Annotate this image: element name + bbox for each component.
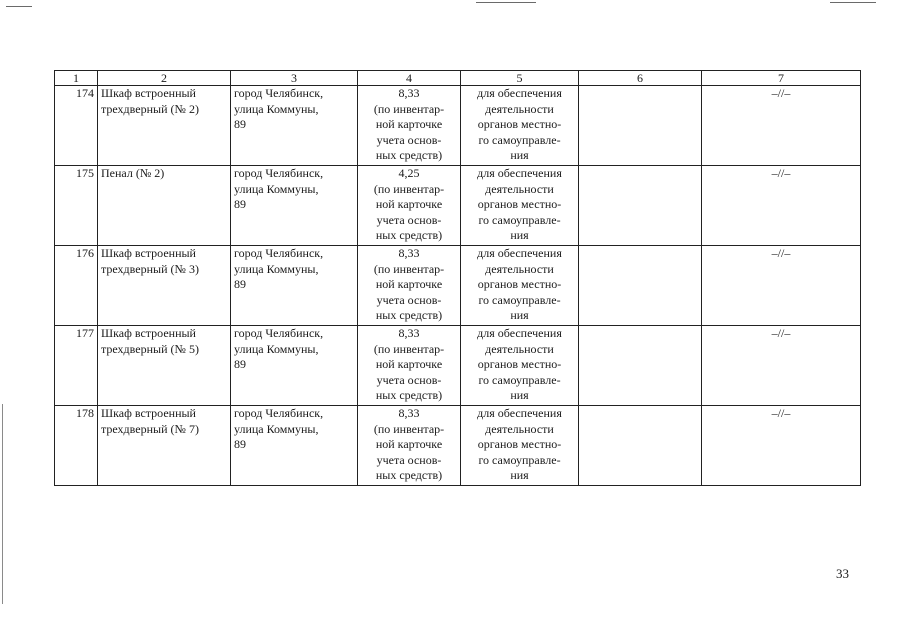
item-note: –//– bbox=[702, 406, 861, 486]
item-address-text: город Челябинск, улица Коммуны, 89 bbox=[234, 246, 324, 292]
item-address bbox=[231, 86, 358, 166]
item-purpose-text: для обеспечения деятельности органов местно- го самоуправле- ния bbox=[477, 406, 562, 483]
item-address-text: город Челябинск, улица Коммуны, 89 bbox=[234, 166, 324, 212]
scan-artifact-top-right bbox=[830, 2, 876, 3]
item-value-text: 8,33 (по инвентар- ной карточке учета основ- ных средств) bbox=[373, 246, 445, 323]
column-header: 5 bbox=[461, 71, 579, 86]
item-purpose bbox=[461, 246, 579, 326]
table-row bbox=[55, 86, 861, 166]
scan-artifact-top-center bbox=[476, 2, 536, 3]
table-row bbox=[55, 326, 861, 406]
item-address bbox=[231, 406, 358, 486]
table-row bbox=[55, 246, 861, 326]
table-row bbox=[55, 406, 861, 486]
item-note: –//– bbox=[702, 246, 861, 326]
scan-artifact-top-left bbox=[6, 6, 32, 7]
item-address bbox=[231, 166, 358, 246]
item-col6 bbox=[579, 406, 702, 486]
item-name-text: Шкаф встроенный трехдверный (№ 5) bbox=[101, 326, 199, 356]
item-value bbox=[358, 246, 461, 326]
item-address-text: город Челябинск, улица Коммуны, 89 bbox=[234, 326, 324, 372]
item-address-text: город Челябинск, улица Коммуны, 89 bbox=[234, 86, 324, 132]
item-value-text: 8,33 (по инвентар- ной карточке учета основ- ных средств) bbox=[373, 326, 445, 403]
item-value-text: 8,33 (по инвентар- ной карточке учета основ- ных средств) bbox=[373, 406, 445, 483]
table-header-row bbox=[55, 71, 861, 86]
item-col6 bbox=[579, 326, 702, 406]
row-number: 178 bbox=[55, 406, 98, 486]
item-name bbox=[98, 166, 231, 246]
row-number: 174 bbox=[55, 86, 98, 166]
item-note: –//– bbox=[702, 86, 861, 166]
item-address-text: город Челябинск, улица Коммуны, 89 bbox=[234, 406, 324, 452]
table-row bbox=[55, 166, 861, 246]
column-header: 2 bbox=[98, 71, 231, 86]
item-name bbox=[98, 246, 231, 326]
row-number: 177 bbox=[55, 326, 98, 406]
item-purpose-text: для обеспечения деятельности органов местно- го самоуправле- ния bbox=[477, 166, 562, 243]
item-value-text: 8,33 (по инвентар- ной карточке учета основ- ных средств) bbox=[373, 86, 445, 163]
item-col6 bbox=[579, 246, 702, 326]
item-value bbox=[358, 86, 461, 166]
item-value-text: 4,25 (по инвентар- ной карточке учета основ- ных средств) bbox=[373, 166, 445, 243]
item-address bbox=[231, 246, 358, 326]
item-purpose-text: для обеспечения деятельности органов местно- го самоуправле- ния bbox=[477, 326, 562, 403]
row-number: 176 bbox=[55, 246, 98, 326]
scan-artifact-left-edge bbox=[2, 404, 3, 604]
item-address bbox=[231, 326, 358, 406]
item-note: –//– bbox=[702, 326, 861, 406]
item-purpose-text: для обеспечения деятельности органов местно- го самоуправле- ния bbox=[477, 86, 562, 163]
inventory-table bbox=[54, 70, 861, 486]
item-name bbox=[98, 86, 231, 166]
item-purpose bbox=[461, 406, 579, 486]
column-header: 1 bbox=[55, 71, 98, 86]
item-name-text: Шкаф встроенный трехдверный (№ 3) bbox=[101, 246, 199, 276]
column-header: 3 bbox=[231, 71, 358, 86]
item-purpose-text: для обеспечения деятельности органов местно- го самоуправле- ния bbox=[477, 246, 562, 323]
item-purpose bbox=[461, 326, 579, 406]
row-number: 175 bbox=[55, 166, 98, 246]
item-col6 bbox=[579, 86, 702, 166]
item-col6 bbox=[579, 166, 702, 246]
item-note: –//– bbox=[702, 166, 861, 246]
item-name bbox=[98, 406, 231, 486]
item-purpose bbox=[461, 166, 579, 246]
item-name bbox=[98, 326, 231, 406]
item-value bbox=[358, 326, 461, 406]
item-value bbox=[358, 166, 461, 246]
item-name-text: Шкаф встроенный трехдверный (№ 2) bbox=[101, 86, 199, 116]
item-purpose bbox=[461, 86, 579, 166]
column-header: 6 bbox=[579, 71, 702, 86]
item-value bbox=[358, 406, 461, 486]
page-number: 33 bbox=[836, 566, 849, 581]
column-header: 7 bbox=[702, 71, 861, 86]
column-header: 4 bbox=[358, 71, 461, 86]
item-name-text: Шкаф встроенный трехдверный (№ 7) bbox=[101, 406, 199, 436]
item-name-text: Пенал (№ 2) bbox=[101, 166, 165, 180]
